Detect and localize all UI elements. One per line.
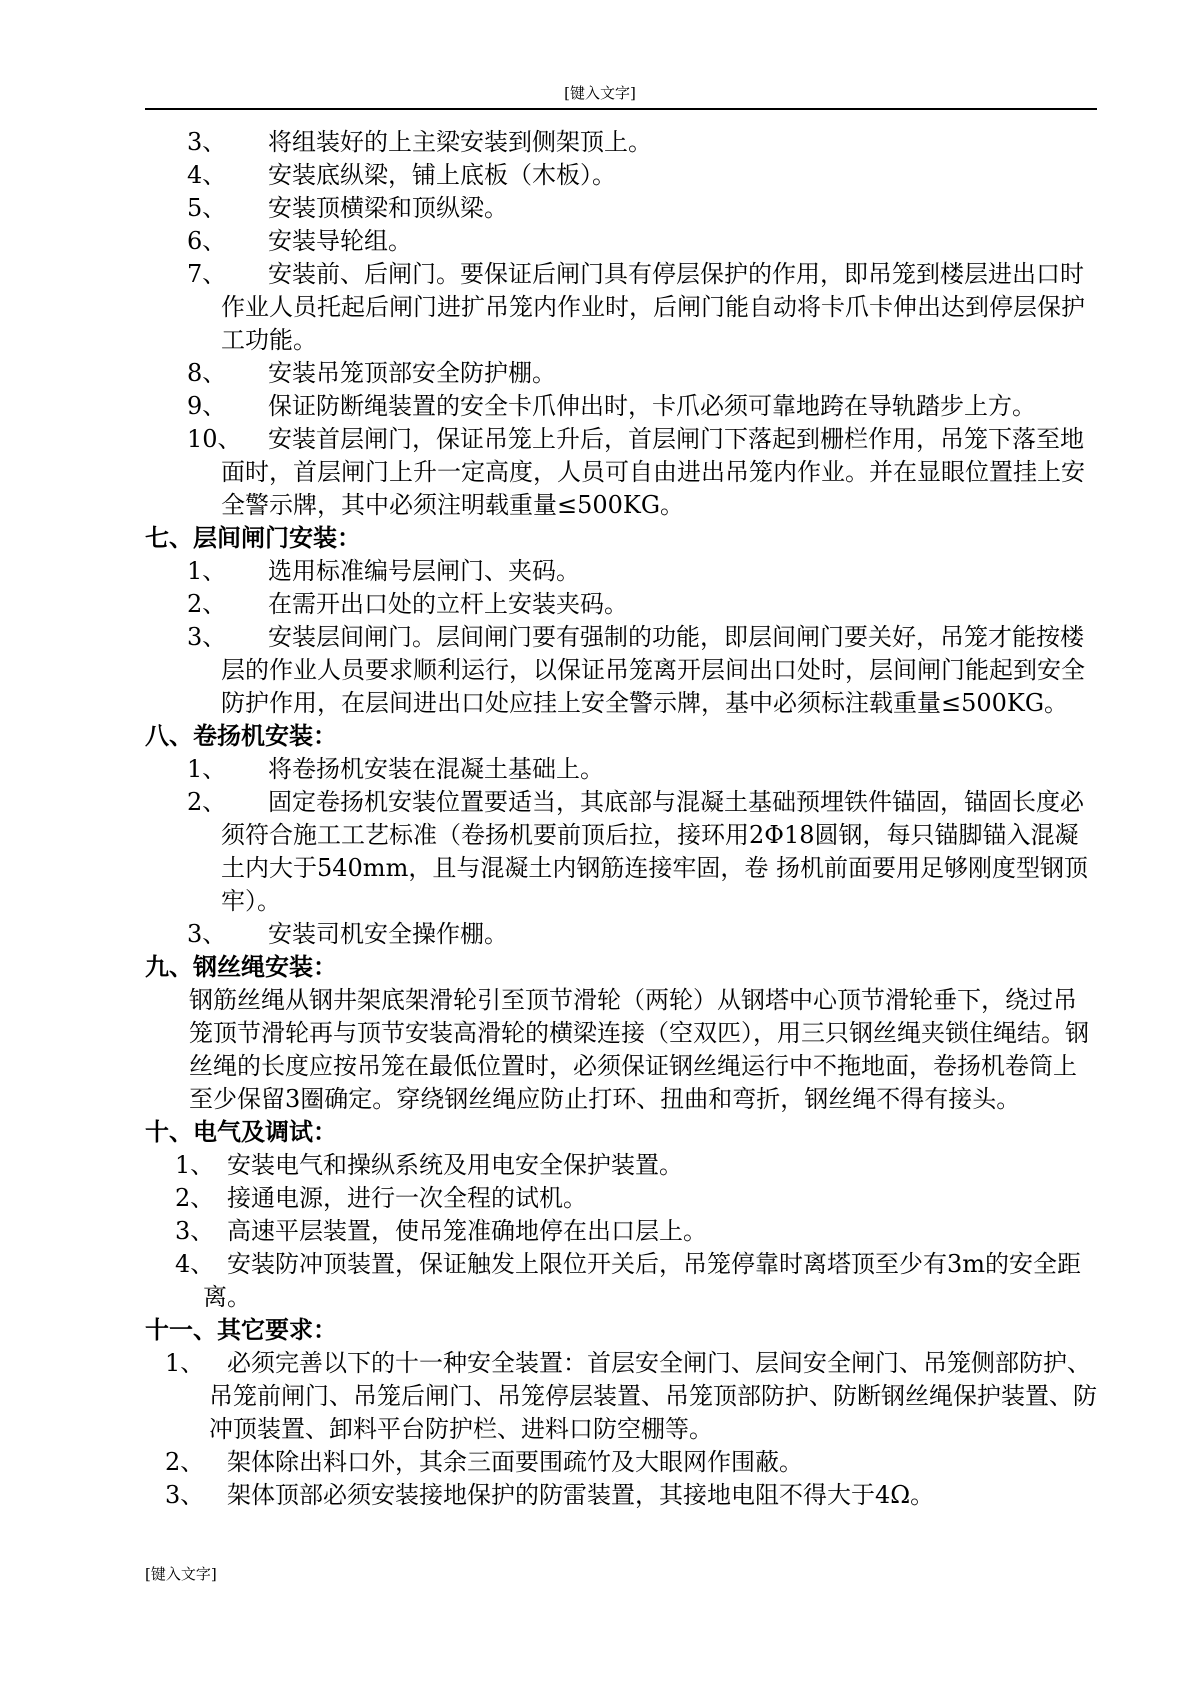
list-item [145, 1347, 1100, 1446]
list-item [145, 555, 1100, 588]
item-number: 3、 [187, 128, 227, 156]
section-11-list [145, 1347, 1100, 1512]
list-item [145, 126, 1100, 159]
list-item [145, 918, 1100, 951]
item-number: 2、 [175, 1184, 215, 1212]
item-number: 3、 [187, 920, 227, 948]
section-9-paragraph: 钢筋丝绳从钢井架底架滑轮引至顶节滑轮（两轮）从钢塔中心顶节滑轮垂下，绕过吊笼顶节滑轮再与顶节安装高滑轮的横梁连接（空双匹），用三只钢丝绳夹锁住绳结。钢丝绳的长度应按吊笼在最低位置时，必须保证钢丝绳运行中不拖地面，卷扬机卷筒上至少保留3圈确定。穿绕钢丝绳应防止打环、扭曲和弯折，钢丝绳不得有接头。 [189, 986, 1089, 1113]
item-text: 架体顶部必须安装接地保护的防雷装置，其接地电阻不得大于4Ω。 [227, 1481, 935, 1509]
section-8-heading: 八、卷扬机安装： [145, 722, 337, 750]
item-text: 将组装好的上主梁安装到侧架顶上。 [268, 128, 652, 156]
item-number: 6、 [187, 227, 227, 255]
page-footer: [键入文字] [145, 1565, 217, 1583]
list-item [145, 1479, 1100, 1512]
item-number: 3、 [165, 1481, 205, 1509]
list-item [145, 1149, 1100, 1182]
item-number: 2、 [187, 788, 227, 816]
section-11-heading: 十一、其它要求： [145, 1316, 337, 1344]
header-rule [145, 108, 1097, 110]
page-header: [键入文字] [564, 84, 636, 102]
document-body [145, 126, 1100, 1512]
list-item [145, 258, 1100, 357]
list-item [145, 786, 1100, 918]
list-item [145, 1215, 1100, 1248]
item-text: 在需开出口处的立杆上安装夹码。 [268, 590, 628, 618]
section-7-heading: 七、层间闸门安装： [145, 524, 361, 552]
item-text: 架体除出料口外，其余三面要围疏竹及大眼网作围蔽。 [227, 1448, 803, 1476]
item-text: 安装司机安全操作棚。 [268, 920, 508, 948]
item-text: 接通电源，进行一次全程的试机。 [227, 1184, 587, 1212]
item-number: 5、 [187, 194, 227, 222]
section-6-list [145, 126, 1100, 522]
item-text: 必须完善以下的十一种安全装置：首层安全闸门、层间安全闸门、吊笼侧部防护、吊笼前闸门、吊笼后闸门、吊笼停层装置、吊笼顶部防护、防断钢丝绳保护装置、防冲顶装置、卸料平台防护栏、进料口防空棚等。 [209, 1349, 1097, 1443]
item-text: 安装顶横梁和顶纵梁。 [268, 194, 508, 222]
item-number: 2、 [165, 1448, 205, 1476]
item-number: 7、 [187, 260, 227, 288]
list-item [145, 225, 1100, 258]
item-number: 4、 [187, 161, 227, 189]
list-item [145, 588, 1100, 621]
item-text: 安装前、后闸门。要保证后闸门具有停层保护的作用，即吊笼到楼层进出口时作业人员托起后闸门进扩吊笼内作业时，后闸门能自动将卡爪卡伸出达到停层保护工功能。 [221, 260, 1085, 354]
list-item [145, 753, 1100, 786]
list-item [145, 192, 1100, 225]
item-text: 保证防断绳装置的安全卡爪伸出时，卡爪必须可靠地跨在导轨踏步上方。 [268, 392, 1036, 420]
item-number: 1、 [187, 557, 227, 585]
item-number: 10、 [187, 425, 242, 453]
item-text: 高速平层装置，使吊笼准确地停在出口层上。 [227, 1217, 707, 1245]
item-number: 1、 [187, 755, 227, 783]
list-item [145, 1182, 1100, 1215]
item-text: 安装导轮组。 [268, 227, 412, 255]
list-item [145, 621, 1100, 720]
item-number: 2、 [187, 590, 227, 618]
list-item [145, 1446, 1100, 1479]
section-8-list [145, 753, 1100, 951]
item-text: 安装电气和操纵系统及用电安全保护装置。 [227, 1151, 683, 1179]
item-text: 选用标准编号层闸门、夹码。 [268, 557, 580, 585]
item-text: 安装首层闸门，保证吊笼上升后，首层闸门下落起到栅栏作用，吊笼下落至地面时，首层闸门上升一定高度，人员可自由进出吊笼内作业。并在显眼位置挂上安全警示牌，其中必须注明载重量≤500KG。 [221, 425, 1085, 519]
list-item [145, 390, 1100, 423]
item-number: 1、 [165, 1349, 205, 1377]
item-number: 9、 [187, 392, 227, 420]
item-text: 固定卷扬机安装位置要适当，其底部与混凝土基础预埋铁件锚固，锚固长度必须符合施工工艺标准（卷扬机要前顶后拉，接环用2Φ18圆钢，每只锚脚锚入混凝土内大于540mm，且与混凝土内钢筋连接牢固，卷 扬机前面要用足够刚度型钢顶牢）。 [221, 788, 1088, 915]
item-number: 4、 [175, 1250, 215, 1278]
list-item [145, 357, 1100, 390]
list-item [145, 159, 1100, 192]
item-number: 1、 [175, 1151, 215, 1179]
item-number: 3、 [187, 623, 227, 651]
item-text: 安装层间闸门。层间闸门要有强制的功能，即层间闸门要关好，吊笼才能按楼层的作业人员要求顺利运行，以保证吊笼离开层间出口处时，层间闸门能起到安全防护作用，在层间进出口处应挂上安全警示牌，基中必须标注载重量≤500KG。 [221, 623, 1085, 717]
item-text: 安装吊笼顶部安全防护棚。 [268, 359, 556, 387]
item-text: 将卷扬机安装在混凝土基础上。 [268, 755, 604, 783]
section-9-heading: 九、钢丝绳安装： [145, 953, 337, 981]
section-10-heading: 十、电气及调试： [145, 1118, 337, 1146]
item-number: 3、 [175, 1217, 215, 1245]
list-item [145, 423, 1100, 522]
item-number: 8、 [187, 359, 227, 387]
item-text: 安装防冲顶装置，保证触发上限位开关后，吊笼停靠时离塔顶至少有3m的安全距离。 [203, 1250, 1082, 1311]
section-7-list [145, 555, 1100, 720]
list-item [145, 1248, 1100, 1314]
item-text: 安装底纵梁，铺上底板（木板）。 [268, 161, 616, 189]
section-10-list [145, 1149, 1100, 1314]
